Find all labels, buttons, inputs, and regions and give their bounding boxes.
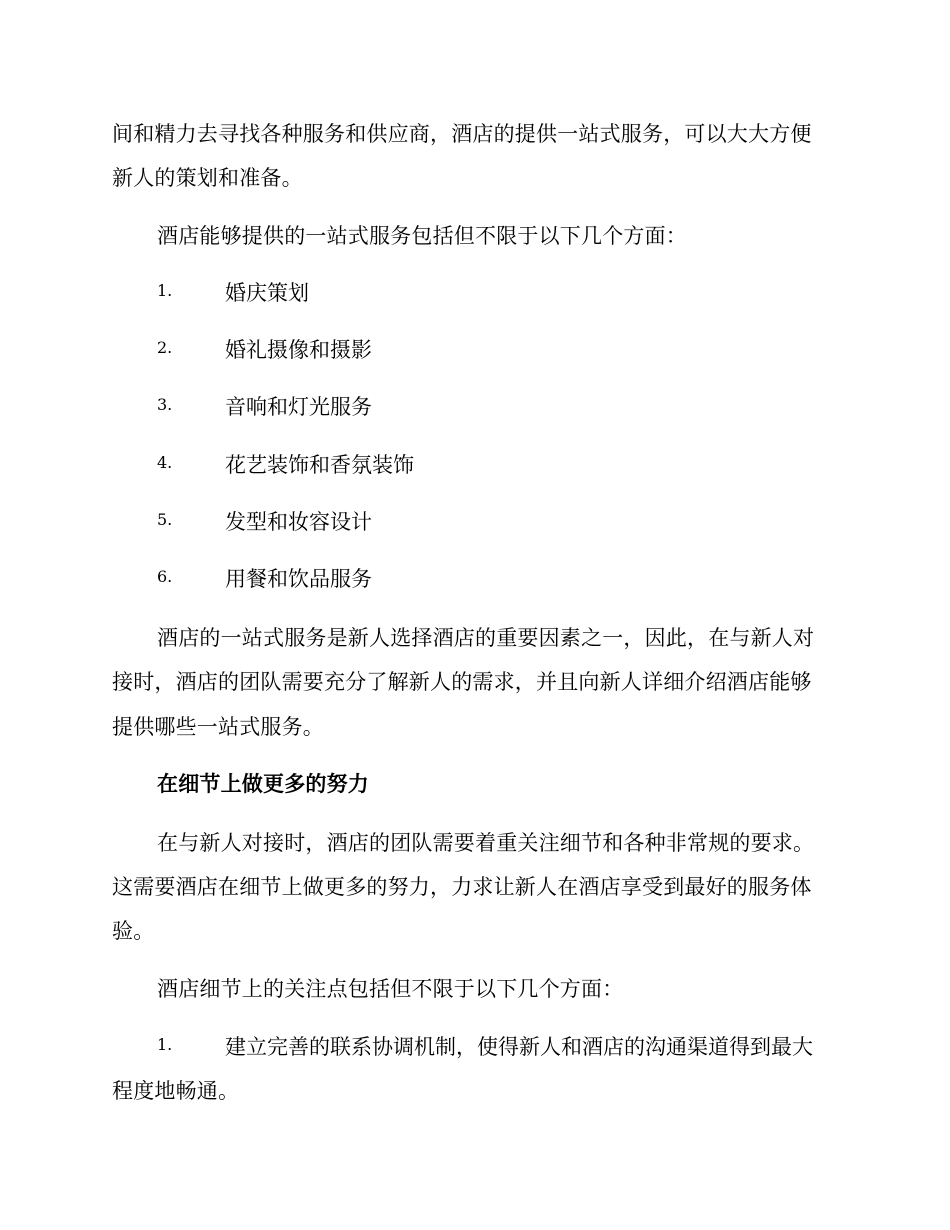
paragraph-2: 酒店能够提供的一站式服务包括但不限于以下几个方面：: [157, 224, 687, 248]
paragraph-3-line-2: 接时，酒店的团队需要充分了解新人的需求，并且向新人详细介绍酒店能够: [112, 670, 812, 694]
paragraph-3-line-3: 提供哪些一站式服务。: [112, 715, 324, 739]
paragraph-1-line-1: 间和精力去寻找各种服务和供应商，酒店的提供一站式服务，可以大大方便: [112, 122, 812, 146]
list-1-number: 1.: [157, 281, 173, 300]
paragraph-1-line-2: 新人的策划和准备。: [112, 166, 303, 190]
paragraph-4-line-2: 这需要酒店在细节上做更多的努力，力求让新人在酒店享受到最好的服务体: [112, 875, 812, 899]
section-heading: 在细节上做更多的努力: [157, 772, 369, 796]
list-2-item: 建立完善的联系协调机制，使得新人和酒店的沟通渠道得到最大: [225, 1035, 813, 1059]
list-1-item: 花艺装饰和香氛装饰: [225, 453, 414, 477]
paragraph-4-line-1: 在与新人对接时，酒店的团队需要着重关注细节和各种非常规的要求。: [157, 831, 815, 855]
list-1-number: 5.: [157, 510, 173, 529]
list-1-item: 音响和灯光服务: [225, 395, 372, 419]
list-1-item: 婚礼摄像和摄影: [225, 338, 372, 362]
list-1-number: 6.: [157, 567, 173, 586]
list-1-number: 4.: [157, 453, 173, 472]
list-2-item-continuation: 程度地畅通。: [112, 1079, 240, 1103]
list-1-number: 3.: [157, 395, 173, 414]
list-1-item: 发型和妆容设计: [225, 510, 372, 534]
paragraph-5: 酒店细节上的关注点包括但不限于以下几个方面：: [157, 977, 624, 1001]
list-1-number: 2.: [157, 338, 173, 357]
paragraph-4-line-3: 验。: [112, 919, 155, 943]
list-1-item: 婚庆策划: [225, 281, 309, 305]
list-1-item: 用餐和饮品服务: [225, 567, 372, 591]
list-2-number: 1.: [157, 1035, 173, 1054]
paragraph-3-line-1: 酒店的一站式服务是新人选择酒店的重要因素之一，因此，在与新人对: [157, 626, 815, 650]
